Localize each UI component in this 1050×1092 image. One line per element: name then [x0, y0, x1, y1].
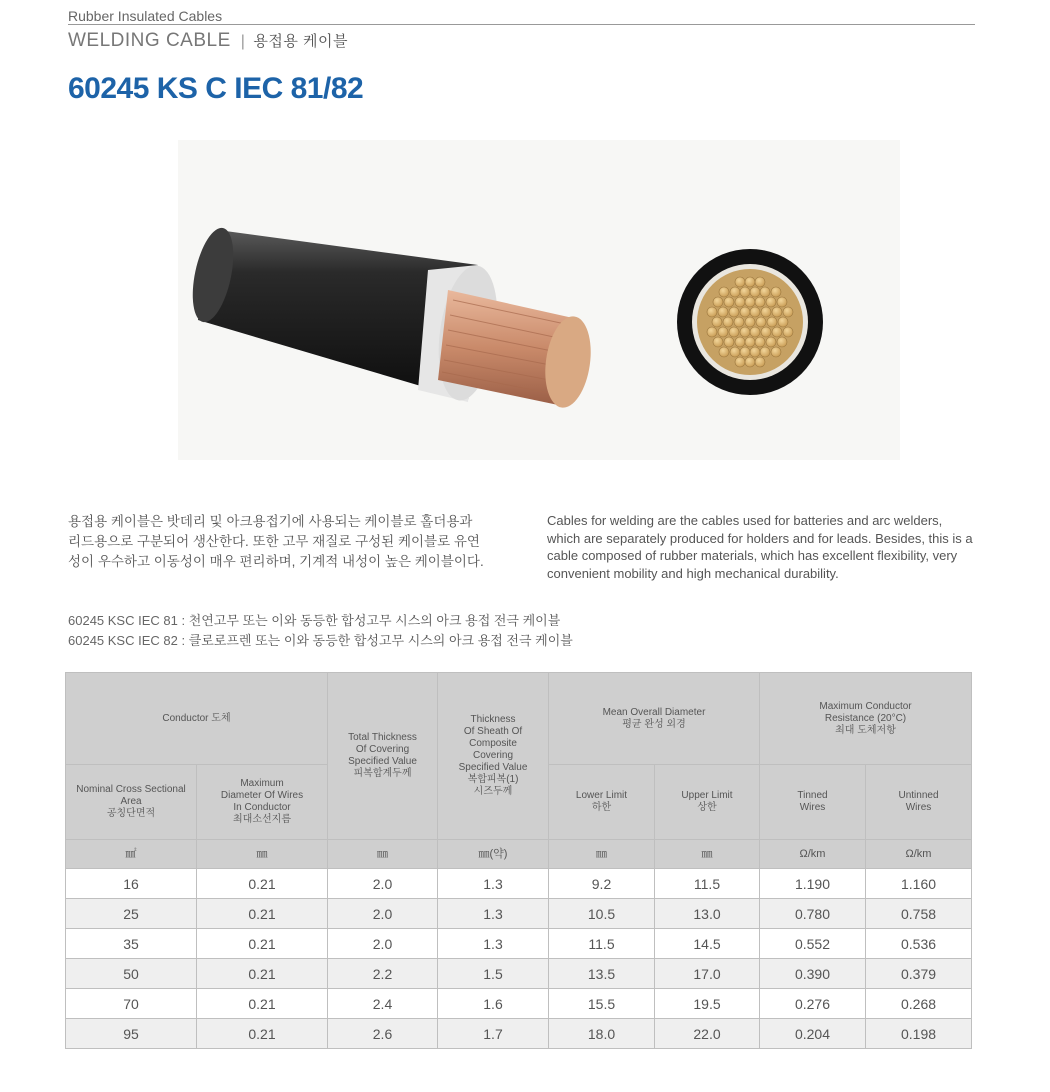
cable-cross-section — [677, 249, 823, 395]
table-cell: 0.21 — [197, 959, 328, 989]
model-title: 60245 KS C IEC 81/82 — [68, 72, 364, 105]
header-tinned: Tinned Wires — [760, 765, 866, 840]
header-conductor: Conductor 도체 — [66, 673, 328, 765]
table-cell: 1.3 — [438, 899, 549, 929]
unit-cell: Ω/km — [760, 840, 866, 869]
table-cell: 0.21 — [197, 1019, 328, 1049]
table-cell: 13.0 — [655, 899, 760, 929]
table-cell: 0.21 — [197, 929, 328, 959]
table-cell: 1.160 — [866, 869, 972, 899]
table-cell: 10.5 — [549, 899, 655, 929]
header-max-wire-diameter: Maximum Diameter Of Wires In Conductor 최대소선지름 — [197, 765, 328, 840]
table-row — [66, 929, 972, 959]
standard-code: 60245 KSC IEC 81 : — [68, 613, 186, 628]
table-cell: 9.2 — [549, 869, 655, 899]
standard-text: 천연고무 또는 이와 동등한 합성고무 시스의 아크 용접 전극 케이블 — [188, 613, 561, 628]
table-row — [66, 899, 972, 929]
header-sheath-thickness: Thickness Of Sheath Of Composite Covering Specified Value 복합피복(1) 시즈두께 — [438, 673, 549, 840]
table-cell: 1.190 — [760, 869, 866, 899]
product-name-line — [68, 30, 348, 52]
product-name-separator: | — [240, 33, 246, 50]
table-cell: 1.3 — [438, 929, 549, 959]
description-en-line: cable composed of rubber materials, which has excellent flexibility, very — [547, 548, 958, 563]
table-cell: 2.4 — [328, 989, 438, 1019]
table-cell: 0.536 — [866, 929, 972, 959]
table-cell: 18.0 — [549, 1019, 655, 1049]
table-cell: 17.0 — [655, 959, 760, 989]
table-cell: 0.758 — [866, 899, 972, 929]
table-cell: 1.6 — [438, 989, 549, 1019]
table-row — [66, 869, 972, 899]
product-name-en: WELDING CABLE — [68, 30, 231, 51]
standard-text: 클로로프렌 또는 이와 동등한 합성고무 시스의 아크 용접 전극 케이블 — [188, 633, 573, 648]
header-untinned: Untinned Wires — [866, 765, 972, 840]
table-cell: 1.5 — [438, 959, 549, 989]
table-cell: 1.3 — [438, 869, 549, 899]
standard-code: 60245 KSC IEC 82 : — [68, 633, 186, 648]
header-mean-diameter: Mean Overall Diameter 평균 완성 외경 — [549, 673, 760, 765]
table-row — [66, 1019, 972, 1049]
table-cell: 2.2 — [328, 959, 438, 989]
table-cell: 35 — [66, 929, 197, 959]
table-cell: 2.0 — [328, 869, 438, 899]
table-cell: 0.390 — [760, 959, 866, 989]
table-row — [66, 989, 972, 1019]
header-max-resistance: Maximum Conductor Resistance (20°C) 최대 도체저항 — [760, 673, 972, 765]
description-kr-line: 용접용 케이블은 밧데리 및 아크용접기에 사용되는 케이블로 홀더용과 — [68, 514, 473, 529]
table-row — [66, 959, 972, 989]
unit-cell: ㎜ — [655, 840, 760, 869]
table-cell: 0.204 — [760, 1019, 866, 1049]
table-cell: 13.5 — [549, 959, 655, 989]
header-upper-limit: Upper Limit 상한 — [655, 765, 760, 840]
description-korean — [68, 512, 508, 572]
table-cell: 0.276 — [760, 989, 866, 1019]
unit-cell: ㎟ — [66, 840, 197, 869]
table-cell: 2.6 — [328, 1019, 438, 1049]
unit-cell: ㎜ — [197, 840, 328, 869]
standard-item — [68, 611, 573, 631]
description-kr-line: 리드용으로 구분되어 생산한다. 또한 고무 재질로 구성된 케이블로 유연 — [68, 534, 480, 549]
product-photo — [178, 140, 900, 460]
description-english — [547, 512, 982, 582]
table-cell: 11.5 — [655, 869, 760, 899]
table-cell: 50 — [66, 959, 197, 989]
standard-item — [68, 631, 573, 651]
header-nominal-area: Nominal Cross Sectional Area 공칭단면적 — [66, 765, 197, 840]
unit-cell: ㎜(약) — [438, 840, 549, 869]
table-cell: 22.0 — [655, 1019, 760, 1049]
unit-cell: ㎜ — [328, 840, 438, 869]
table-cell: 0.780 — [760, 899, 866, 929]
table-cell: 16 — [66, 869, 197, 899]
header-lower-limit: Lower Limit 하한 — [549, 765, 655, 840]
category-label: Rubber Insulated Cables — [68, 8, 223, 24]
table-cell: 0.21 — [197, 989, 328, 1019]
table-cell: 14.5 — [655, 929, 760, 959]
table-cell: 0.198 — [866, 1019, 972, 1049]
header-total-thickness: Total Thickness Of Covering Specified Value 피복합계두께 — [328, 673, 438, 840]
cable-illustration — [178, 140, 900, 460]
table-cell: 0.552 — [760, 929, 866, 959]
table-cell: 95 — [66, 1019, 197, 1049]
table-cell: 1.7 — [438, 1019, 549, 1049]
cable-side-view — [185, 224, 596, 410]
header-divider — [68, 24, 975, 25]
unit-cell: ㎜ — [549, 840, 655, 869]
unit-cell: Ω/km — [866, 840, 972, 869]
table-cell: 11.5 — [549, 929, 655, 959]
description-en-line: which are separately produced for holders and for leads. Besides, this is a — [547, 530, 973, 546]
table-cell: 19.5 — [655, 989, 760, 1019]
spec-table — [65, 672, 972, 1049]
table-cell: 0.21 — [197, 869, 328, 899]
description-kr-line: 성이 우수하고 이동성이 매우 편리하며, 기계적 내성이 높은 케이블이다. — [68, 554, 484, 569]
table-cell: 0.21 — [197, 899, 328, 929]
description-en-line: convenient mobility and high mechanical durability. — [547, 565, 839, 581]
product-name-kr: 용접용 케이블 — [253, 33, 349, 50]
description-en-line: Cables for welding are the cables used for batteries and arc welders, — [547, 513, 943, 528]
table-cell: 2.0 — [328, 899, 438, 929]
table-cell: 0.268 — [866, 989, 972, 1019]
table-cell: 25 — [66, 899, 197, 929]
table-cell: 0.379 — [866, 959, 972, 989]
standards-list — [68, 611, 573, 651]
table-cell: 15.5 — [549, 989, 655, 1019]
table-cell: 2.0 — [328, 929, 438, 959]
table-cell: 70 — [66, 989, 197, 1019]
